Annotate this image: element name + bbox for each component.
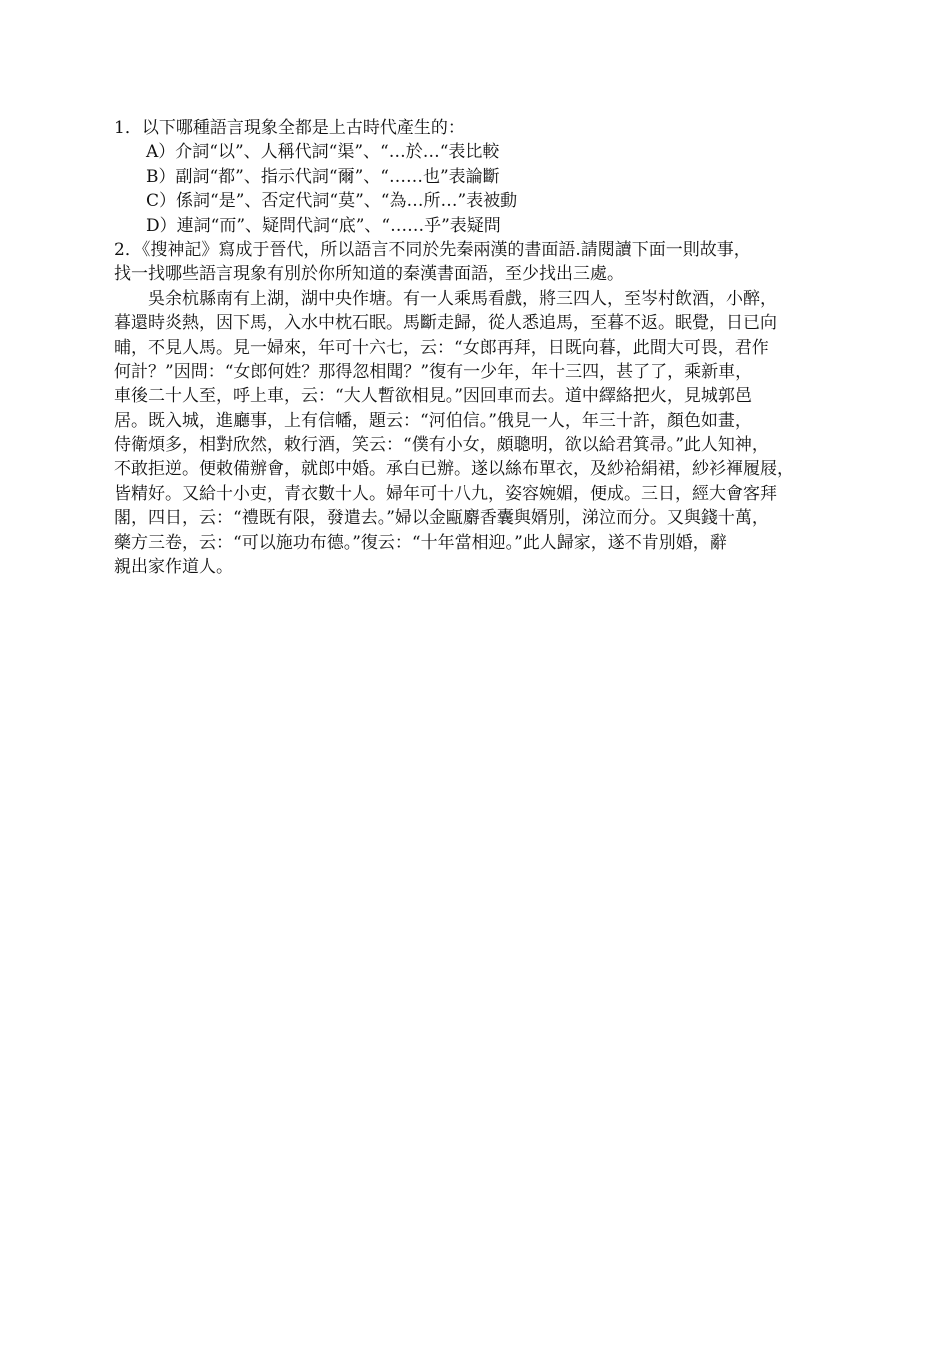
question-2-stem-line: 找一找哪些語言現象有別於你所知道的秦漢書面語，至少找出三處。 [114, 264, 624, 285]
passage-line: 車後二十人至，呼上車，云：“大人暫欲相見。”因回車而去。道中繹絡把火，見城郭邑 [114, 386, 752, 407]
document-body [114, 116, 844, 579]
question-1-stem: 1．以下哪種語言現象全都是上古時代產生的： [114, 118, 465, 138]
passage-line: 晡，不見人馬。見一婦來，年可十六七，云：“女郎再拜，日既向暮，此間大可畏，君作 [114, 337, 769, 358]
passage-line: 親出家作道人。 [114, 557, 233, 578]
passage-line: 藥方三卷，云：“可以施功布德。”復云：“十年當相迎。”此人歸家，遂不肯別婚，辭 [114, 532, 727, 553]
passage-line: 不敢拒逆。便敕備辦會，就郎中婚。承白已辦。遂以絲布單衣，及紗袷絹裙，紗衫褌履屐， [114, 459, 794, 480]
passage-line: 何計？”因問：“女郎何姓？那得忽相聞？”復有一少年，年十三四，甚了了，乘新車， [114, 361, 753, 382]
question-1-option-c: C）係詞“是”、否定代詞“莫”、“為…所…”表被動 [146, 191, 518, 212]
question-2-stem-line: 2．《搜神記》寫成于晉代，所以語言不同於先秦兩漢的書面語.請閱讀下面一則故事， [114, 239, 751, 260]
passage-line: 閣，四日，云：“禮既有限，發遣去。”婦以金甌麝香囊與婿別，涕泣而分。又與錢十萬， [114, 508, 769, 529]
question-1-option-b: B）副詞“都”、指示代詞“爾”、“……也”表論斷 [146, 166, 500, 187]
passage-line: 居。既入城，進廳事，上有信幡，題云：“河伯信。”俄見一人，年三十許，顏色如畫， [114, 410, 752, 431]
question-1-option-a: A）介詞“以”、人稱代詞“渠”、“…於…“表比較 [146, 142, 500, 163]
question-1-option-d: D）連詞“而”、疑問代詞“底”、“……乎”表疑問 [146, 215, 501, 236]
passage-line: 皆精好。又給十小吏，青衣數十人。婦年可十八九，姿容婉媚，便成。三日，經大會客拜 [114, 483, 777, 504]
passage-line: 吳余杭縣南有上湖，湖中央作塘。有一人乘馬看戲，將三四人，至岑村飲酒，小醉， [148, 288, 777, 309]
passage-line: 暮還時炎熱，因下馬，入水中枕石眠。馬斷走歸，從人悉追馬，至暮不返。眠覺，日已向 [114, 313, 777, 334]
passage-line: 侍衛煩多，相對欣然，敕行酒，笑云：“僕有小女，頗聰明，欲以給君箕帚。”此人知神， [114, 435, 769, 456]
